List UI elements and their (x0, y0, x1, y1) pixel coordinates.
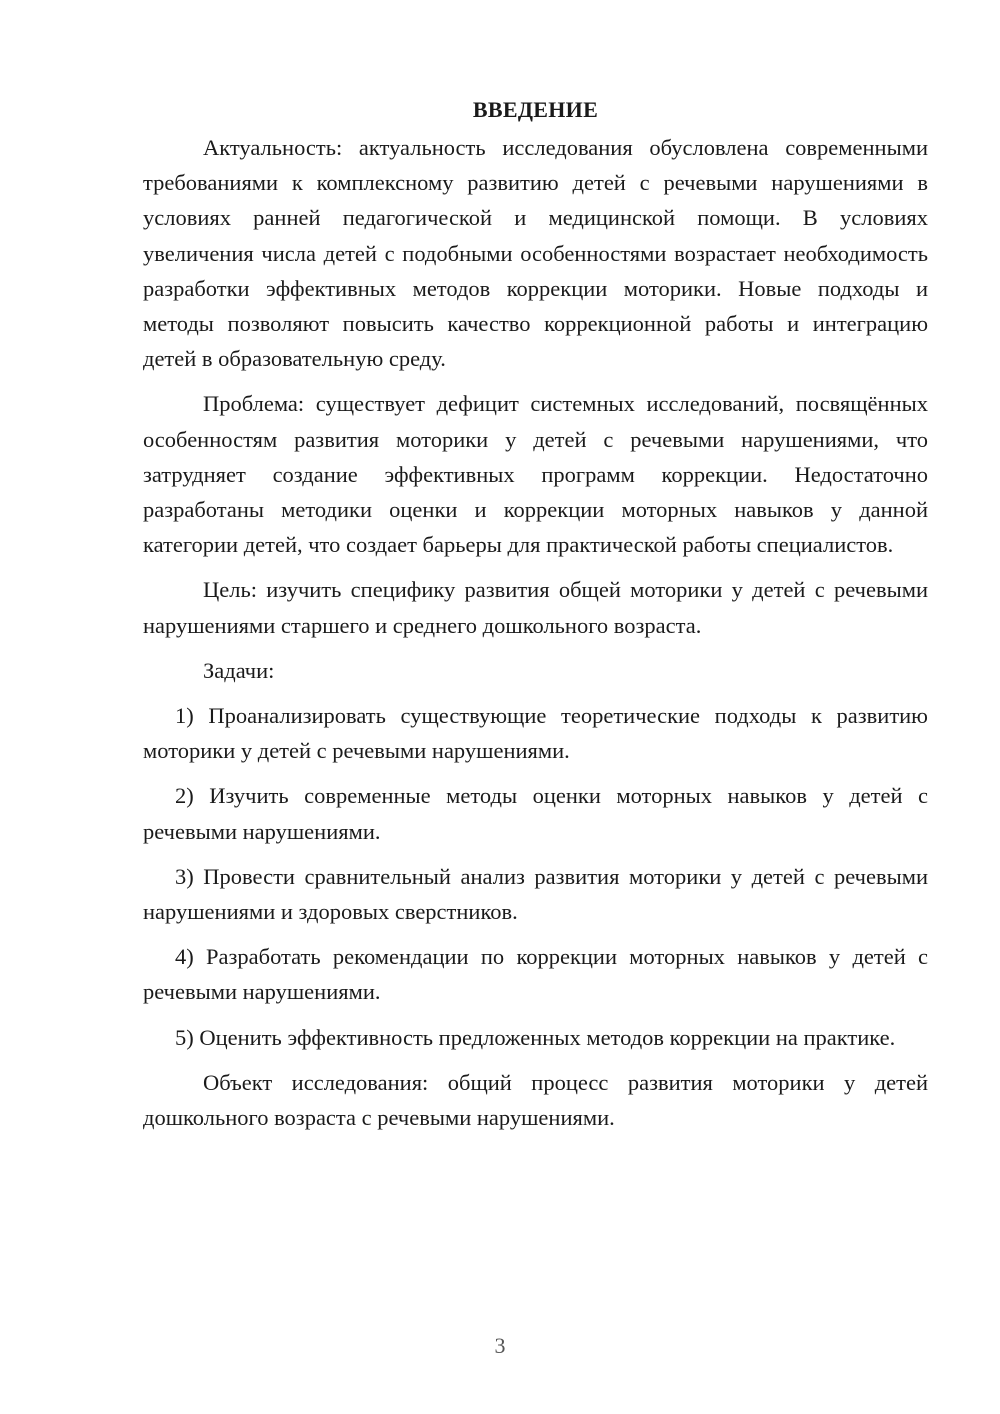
document-page (143, 92, 928, 1145)
object-paragraph: Объект исследования: общий процесс развития моторики у детей дошкольного возраста с речевыми нарушениями. (143, 1069, 928, 1131)
relevance-paragraph: Актуальность: актуальность исследования обусловлена современными требованиями к комплексному развитию детей с речевыми нарушениями в условиях ранней педагогической и медицинской помощи. В условиях увеличения числа детей с подобными особенностями возрастает необходимость разработки эффективных методов коррекции моторики. Новые подходы и методы позволяют повысить качество коррекционной работы и интеграцию детей в образовательную среду. (143, 135, 928, 372)
task-item-2: 2) Изучить современные методы оценки моторных навыков у детей с речевыми нарушениями. (143, 783, 928, 844)
task-item-1: 1) Проанализировать существующие теоретические подходы к развитию моторики у детей с речевыми нарушениями. (143, 703, 928, 764)
task-item-4: 4) Разработать рекомендации по коррекции моторных навыков у детей с речевыми нарушениями. (143, 944, 928, 1005)
task-item-3: 3) Провести сравнительный анализ развития моторики у детей с речевыми нарушениями и здоровых сверстников. (143, 863, 928, 925)
problem-paragraph: Проблема: существует дефицит системных исследований, посвящённых особенностям развития моторики у детей с речевыми нарушениями, что затрудняет создание эффективных программ коррекции. Недостаточно разработаны методики оценки и коррекции моторных навыков у данной категории детей, что создает барьеры для практической работы специалистов. (143, 391, 928, 558)
goal-paragraph: Цель: изучить специфику развития общей моторики у детей с речевыми нарушениями старшего и среднего дошкольного возраста. (143, 577, 928, 638)
page-number: 3 (494, 1333, 506, 1358)
task-item-5: 5) Оценить эффективность предложенных методов коррекции на практике. (175, 1024, 896, 1050)
section-heading: ВВЕДЕНИЕ (472, 97, 599, 122)
tasks-label: Задачи: (203, 657, 275, 683)
